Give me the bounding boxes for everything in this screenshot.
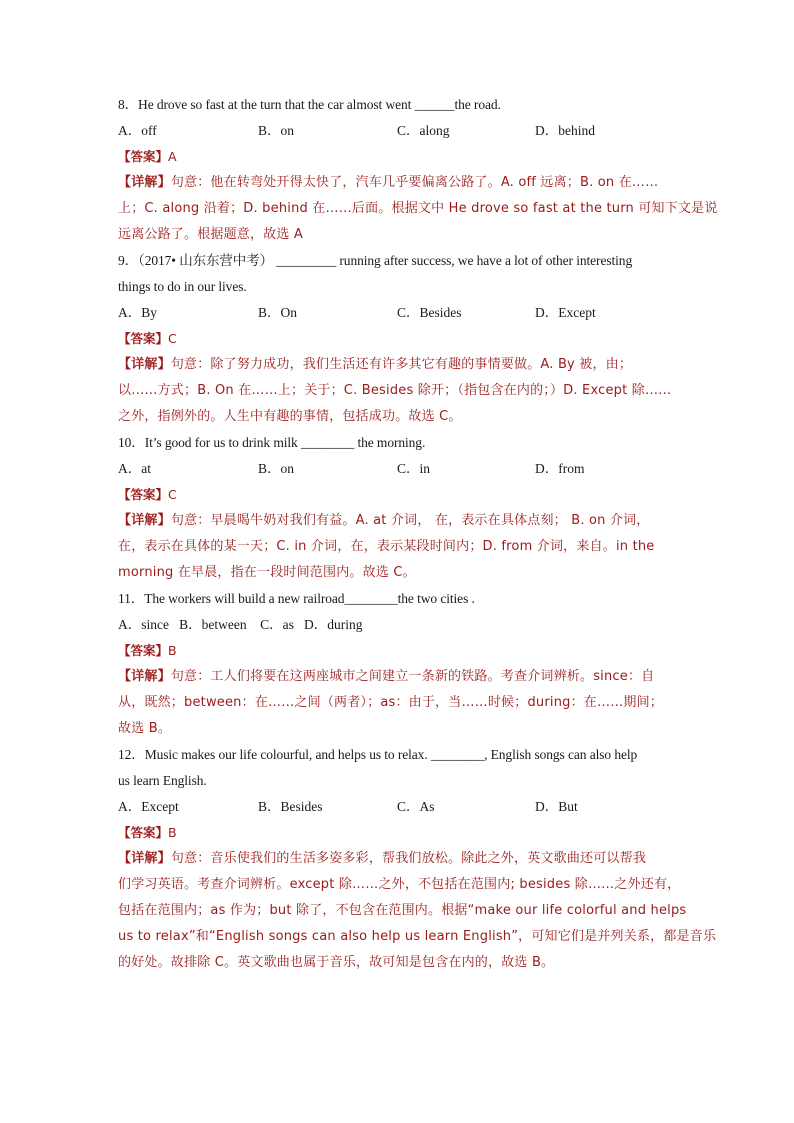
question-8-explain-line (118, 170, 688, 196)
option-b: B．on (258, 123, 295, 138)
question-8-options (118, 118, 688, 144)
question-11-options: A．since B．between C．as D．during (118, 617, 363, 632)
explain-label: 【详解】 (118, 851, 171, 866)
option-c: C．As (397, 799, 435, 814)
explain-text: 句意：音乐使我们的生活多姿多彩，帮我们放松。除此之外，英文歌曲还可以帮我 (170, 851, 647, 866)
question-8-stem: 8．He drove so fast at the turn that the car almost went ______the road. (118, 97, 501, 112)
answer-value: B (168, 825, 177, 840)
question-10-options (118, 456, 688, 482)
explain-text: 句意：他在转弯处开得太快了，汽车几乎要偏离公路了。A. off 远离；B. on 在…… (170, 175, 659, 190)
question-12-explain-line: us to relax”和“English songs can also help us learn English”，可知它们是并列关系，都是音乐 (118, 929, 717, 944)
question-10-answer (118, 482, 688, 508)
question-8-answer (118, 144, 688, 170)
option-c: C．in (397, 461, 431, 476)
question-9-explain-line: 以……方式；B. On 在……上；关于；C. Besides 除开；（指包含在内的；）D. Except 除…… (118, 383, 672, 398)
answer-label: 【答案】 (118, 825, 169, 840)
explain-label: 【详解】 (118, 175, 171, 190)
explain-label: 【详解】 (118, 357, 171, 372)
option-a: A．By (118, 305, 158, 320)
answer-value: B (168, 643, 177, 658)
option-a: A．Except (118, 799, 179, 814)
explain-text: 句意：早晨喝牛奶对我们有益。A. at 介词， 在，表示在具体点刻； B. on 介词， (170, 513, 650, 528)
question-11-answer (118, 638, 688, 664)
option-b: B．on (258, 461, 295, 476)
option-d: D．But (535, 799, 578, 814)
question-9-answer (118, 326, 688, 352)
option-c: C．along (397, 123, 450, 138)
question-9-explain-line: 之外，指例外的。人生中有趣的事情，包括成功。故选 C。 (118, 409, 462, 424)
question-11-explain-line: 故选 B。 (118, 721, 172, 736)
answer-label: 【答案】 (118, 331, 169, 346)
question-12-explain-line: 的好处。故排除 C。英文歌曲也属于音乐，故可知是包含在内的，故选 B。 (118, 955, 555, 970)
question-9-stem-continued: things to do in our lives. (118, 279, 247, 294)
question-12-answer (118, 820, 688, 846)
explain-text: 句意：工人们将要在这两座城市之间建立一条新的铁路。考查介词辨析。since：自 (170, 669, 655, 684)
option-d: D．behind (535, 123, 595, 138)
explain-text: 句意：除了努力成功，我们生活还有许多其它有趣的事情要做。A. By 被，由； (170, 357, 633, 372)
answer-value: C (168, 487, 177, 502)
question-11-explain-line (118, 664, 688, 690)
question-10-explain-line: 在，表示在具体的某一天；C. in 介词，在，表示某段时间内；D. from 介词，来自。in the (118, 539, 655, 554)
question-9-explain-line (118, 352, 688, 378)
option-b: B．On (258, 305, 298, 320)
answer-label: 【答案】 (118, 149, 169, 164)
question-8-explain-line: 远离公路了。根据题意，故选 A (118, 227, 304, 242)
question-10-explain-line: morning 在早晨，指在一段时间范围内。故选 C。 (118, 565, 416, 580)
answer-label: 【答案】 (118, 643, 169, 658)
option-d: D．Except (535, 305, 596, 320)
question-12-options (118, 794, 688, 820)
question-9-stem: 9．（2017• 山东东营中考） _________ running after success, we have a lot of other interesting (118, 253, 633, 268)
option-a: A．at (118, 461, 151, 476)
question-12-stem: 12．Music makes our life colourful, and helps us to relax. ________, English songs can also help (118, 747, 638, 762)
question-12-explain-line: 包括在范围内；as 作为；but 除了，不包含在范围内。根据“make our life colorful and helps (118, 903, 687, 918)
answer-label: 【答案】 (118, 487, 169, 502)
option-a: A．off (118, 123, 157, 138)
question-12-stem-continued: us learn English. (118, 773, 207, 788)
question-10-explain-line (118, 508, 688, 534)
question-11-explain-line: 从，既然；between：在……之间（两者）；as：由于，当……时候；during：在……期间； (118, 695, 663, 710)
question-12-explain-line: 们学习英语。考查介词辨析。except 除……之外，不包括在范围内; besides 除……之外还有， (118, 877, 681, 892)
question-8-explain-line: 上；C. along 沿着；D. behind 在……后面。根据文中 He drove so fast at the turn 可知下文是说 (118, 201, 718, 216)
option-d: D．from (535, 461, 585, 476)
option-b: B．Besides (258, 799, 323, 814)
explain-label: 【详解】 (118, 669, 171, 684)
answer-value: A (168, 149, 177, 164)
explain-label: 【详解】 (118, 513, 171, 528)
option-c: C．Besides (397, 305, 462, 320)
question-list (118, 92, 718, 976)
question-12-explain-line (118, 846, 688, 872)
answer-value: C (168, 331, 177, 346)
question-11-stem: 11．The workers will build a new railroad________the two cities . (118, 591, 475, 606)
question-9-options (118, 300, 688, 326)
question-10-stem: 10．It’s good for us to drink milk ________ the morning. (118, 435, 426, 450)
